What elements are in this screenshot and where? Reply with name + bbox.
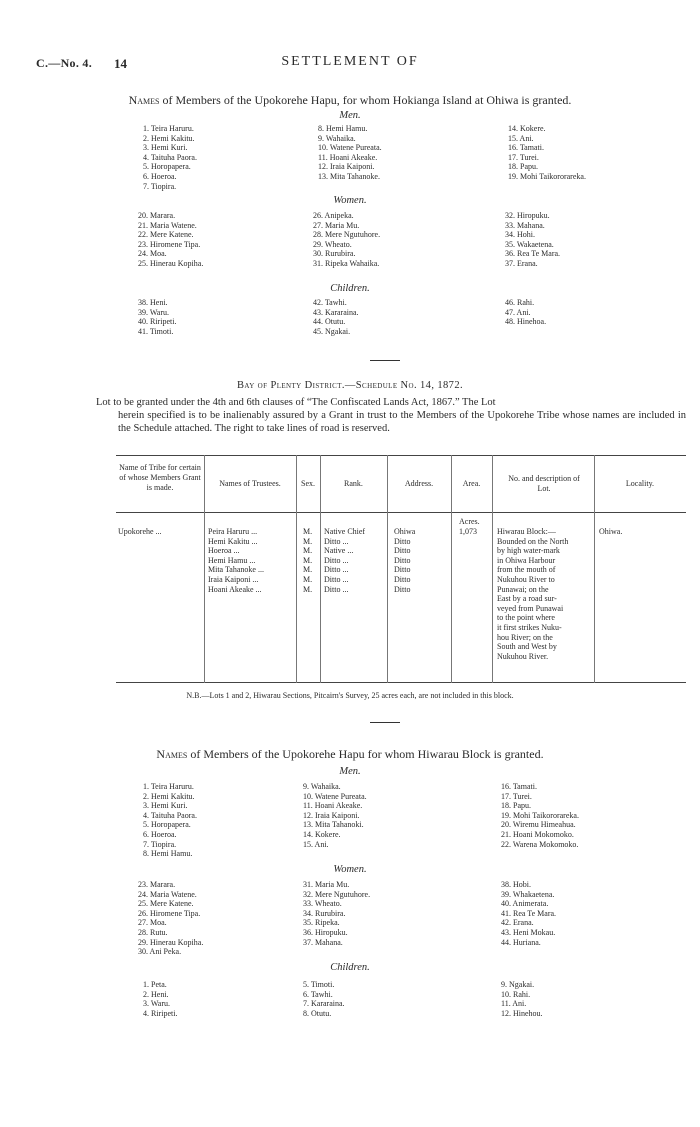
section2-heading-rest: of Members of the Upokorehe Hapu for whom Hiwarau Block is granted. <box>187 747 544 761</box>
trustee-name: Hemi Hamu ... <box>208 555 256 565</box>
member-name: 13. Mita Tahanoki. <box>303 820 364 830</box>
trustee-rank: Ditto ... <box>324 555 349 565</box>
member-name: 11. Hoani Akeake. <box>318 152 378 162</box>
trustee-name: Peira Haruru ... <box>208 527 258 536</box>
lot-description-line: from the mouth of <box>497 565 556 575</box>
th-description: No. and description of Lot. <box>508 474 580 493</box>
member-name: 42. Erana. <box>501 918 534 928</box>
trustee-sex: M. <box>303 536 313 546</box>
member-name: 31. Maria Mu. <box>303 880 350 889</box>
member-name: 48. Hinehoa. <box>505 317 547 327</box>
member-name: 1. Teira Haruru. <box>143 124 194 133</box>
s1-women-col-1 <box>138 211 203 269</box>
member-name: 9. Ngakai. <box>501 980 535 989</box>
trustee-address: Ditto <box>394 546 411 556</box>
lot-paragraph <box>96 396 686 435</box>
trustee-sex: M. <box>303 527 313 536</box>
member-name: 19. Mohi Taikororareka. <box>508 171 586 181</box>
s2-women-col-3 <box>501 880 556 947</box>
cell-tribe: Upokorehe ... <box>118 527 162 536</box>
cell-rank <box>324 527 365 594</box>
th-trustees: Names of Trustees. <box>219 479 281 488</box>
s1-cat-men: Men. <box>339 110 361 121</box>
member-name: 4. Taituha Paora. <box>143 152 197 162</box>
member-name: 5. Horopapera. <box>143 162 191 172</box>
s1-men-col-1 <box>143 124 197 191</box>
trustee-sex: M. <box>303 584 313 594</box>
member-name: 3. Hemi Kuri. <box>143 801 188 811</box>
s2-children-col-3 <box>501 980 543 1018</box>
trustee-address: Ditto <box>394 584 411 594</box>
member-name: 43. Heni Mokau. <box>501 927 556 937</box>
member-name: 2. Hemi Kakitu. <box>143 133 195 143</box>
member-name: 5. Timoti. <box>303 980 335 989</box>
s2-women-col-2 <box>303 880 370 947</box>
member-name: 12. Iraia Kaiponi. <box>318 162 375 172</box>
member-name: 1. Peta. <box>143 980 167 989</box>
member-name: 47. Ani. <box>505 307 531 317</box>
lot-description-line: Punawai; on the <box>497 584 549 594</box>
member-name: 10. Rahi. <box>501 989 531 999</box>
member-name: 22. Mere Katene. <box>138 230 194 240</box>
s2-men-col-1 <box>143 782 197 859</box>
member-name: 36. Rea Te Mara. <box>505 249 561 259</box>
s2-children-col-2 <box>303 980 345 1018</box>
lot-description-line: it first strikes Nuku- <box>497 622 562 632</box>
trustee-name: Hemi Kakitu ... <box>208 536 258 546</box>
member-name: 17. Turei. <box>508 152 539 162</box>
col-divider <box>204 455 205 683</box>
trustee-address: Ditto <box>394 565 411 575</box>
member-name: 2. Hemi Kakitu. <box>143 791 195 801</box>
member-name: 35. Wakaetena. <box>505 239 554 249</box>
trustee-address: Ohiwa <box>394 527 416 536</box>
trustee-sex: M. <box>303 555 313 565</box>
member-name: 4. Taituha Paora. <box>143 810 197 820</box>
member-name: 29. Wheato. <box>313 239 352 249</box>
lot-description-line: Hiwarau Block:— <box>497 527 556 536</box>
member-name: 34. Hohi. <box>505 230 535 240</box>
member-name: 25. Mere Katene. <box>138 899 194 909</box>
member-name: 23. Marara. <box>138 880 176 889</box>
s1-men-col-3 <box>508 124 586 182</box>
member-name: 41. Timoti. <box>138 326 174 336</box>
member-name: 45. Ngakai. <box>313 326 351 336</box>
table-head-rule <box>116 512 686 513</box>
member-name: 22. Warena Mokomoko. <box>501 839 579 849</box>
member-name: 33. Mahana. <box>505 220 545 230</box>
s1-women-col-3 <box>505 211 560 269</box>
member-name: 33. Wheato. <box>303 899 342 909</box>
cell-sex <box>303 527 312 594</box>
th-address: Address. <box>404 479 434 488</box>
trustee-name: Hoeroa ... <box>208 546 240 556</box>
th-rank: Rank. <box>344 479 363 488</box>
member-name: 30. Ani Peka. <box>138 947 182 957</box>
member-name: 6. Hoeroa. <box>143 171 177 181</box>
member-name: 12. Hinehou. <box>501 1008 543 1018</box>
schedule-table <box>116 455 686 683</box>
page-number: 14 <box>114 56 127 71</box>
s1-cat-children: Children. <box>330 283 370 294</box>
lot-description-line: Nukuhou River. <box>497 651 549 661</box>
schedule-heading: Bay of Plenty District.—Schedule No. 14, 1872. <box>236 380 463 391</box>
member-name: 38. Heni. <box>138 298 168 307</box>
member-name: 46. Rahi. <box>505 298 535 307</box>
member-name: 6. Tawhi. <box>303 989 333 999</box>
member-name: 24. Moa. <box>138 249 167 259</box>
member-name: 27. Maria Mu. <box>313 220 360 230</box>
member-name: 38. Hobi. <box>501 880 531 889</box>
member-name: 30. Rurubira. <box>313 249 356 259</box>
section1-heading <box>0 93 700 108</box>
member-name: 43. Kararaina. <box>313 307 359 317</box>
member-name: 6. Hoeroa. <box>143 829 177 839</box>
member-name: 27. Moa. <box>138 918 167 928</box>
member-name: 34. Rurubira. <box>303 908 346 918</box>
trustee-sex: M. <box>303 546 313 556</box>
s1-women-col-2 <box>313 211 380 269</box>
col-divider <box>594 455 595 683</box>
trustee-rank: Ditto ... <box>324 565 349 575</box>
member-name: 8. Hemi Hamu. <box>143 849 193 859</box>
trustee-address: Ditto <box>394 536 411 546</box>
member-name: 7. Kararaina. <box>303 999 345 1009</box>
s1-children-col-1 <box>138 298 176 336</box>
member-name: 11. Ani. <box>501 999 527 1009</box>
trustee-name: Hoani Akeake ... <box>208 584 262 594</box>
col-divider <box>387 455 388 683</box>
cell-address <box>394 527 415 594</box>
member-name: 5. Horopapera. <box>143 820 191 830</box>
s2-women-col-1 <box>138 880 203 957</box>
member-name: 26. Hiromene Tipa. <box>138 908 201 918</box>
member-name: 40. Animerata. <box>501 899 549 909</box>
member-name: 32. Hiropuku. <box>505 211 550 220</box>
member-name: 37. Mahana. <box>303 937 343 947</box>
lot-description-line: to the point where <box>497 613 555 623</box>
member-name: 31. Ripeka Wahaika. <box>313 258 380 268</box>
member-name: 7. Tiopira. <box>143 181 177 191</box>
member-name: 3. Waru. <box>143 999 170 1009</box>
member-name: 17. Turei. <box>501 791 532 801</box>
trustee-address: Ditto <box>394 555 411 565</box>
header-ref: C.—No. 4. <box>36 56 93 70</box>
s1-cat-women: Women. <box>333 195 367 206</box>
trustee-address: Ditto <box>394 574 411 584</box>
member-name: 16. Tamati. <box>508 143 544 153</box>
member-name: 12. Iraia Kaiponi. <box>303 810 360 820</box>
page-title: SETTLEMENT OF <box>281 54 419 69</box>
trustee-sex: M. <box>303 565 313 575</box>
schedule-note: N.B.—Lots 1 and 2, Hiwarau Sections, Pitcairn's Survey, 25 acres each, are not included in this block. <box>186 691 514 700</box>
member-name: 7. Tiopira. <box>143 839 177 849</box>
lot-description-line: Bounded on the North <box>497 536 569 546</box>
table-bottom-rule <box>116 682 686 683</box>
member-name: 40. Riripeti. <box>138 317 177 327</box>
trustee-rank: Ditto ... <box>324 536 349 546</box>
member-name: 10. Watene Pureata. <box>303 791 367 801</box>
trustee-rank: Ditto ... <box>324 584 349 594</box>
member-name: 11. Hoani Akeake. <box>303 801 363 811</box>
member-name: 44. Otutu. <box>313 317 346 327</box>
section1-heading-rest: of Members of the Upokorehe Hapu, for whom Hokianga Island at Ohiwa is granted. <box>159 93 572 107</box>
s1-men-col-2 <box>318 124 382 182</box>
th-tribe: Name of Tribe for certain of whose Members Grant is made. <box>119 463 201 492</box>
section1-heading-sc: Names <box>128 93 160 107</box>
cell-description <box>497 527 568 661</box>
member-name: 28. Mere Ngutuhore. <box>313 230 381 240</box>
member-name: 41. Rea Te Mara. <box>501 908 557 918</box>
lot-description-line: South and West by <box>497 642 557 652</box>
member-name: 25. Hinerau Kopiha. <box>138 258 204 268</box>
member-name: 9. Wahaika. <box>318 133 356 143</box>
member-name: 19. Mohi Taikororareka. <box>501 810 579 820</box>
member-name: 36. Hiropuku. <box>303 927 348 937</box>
member-name: 1. Teira Haruru. <box>143 782 194 791</box>
member-name: 18. Papu. <box>508 162 538 172</box>
col-divider <box>451 455 452 683</box>
trustee-rank: Native ... <box>324 546 354 556</box>
lot-paragraph-first: Lot to be granted under the 4th and 6th clauses of “The Confiscated Lands Act, 1867.” The Lot <box>96 397 496 408</box>
lot-description-line: East by a road sur- <box>497 594 557 604</box>
lot-description-line: in Ohiwa Harbour <box>497 555 556 565</box>
member-name: 8. Hemi Hamu. <box>318 124 368 133</box>
member-name: 42. Tawhi. <box>313 298 347 307</box>
cell-area: 1,073 <box>459 527 477 536</box>
cell-trustees <box>208 527 264 594</box>
cell-locality: Ohiwa. <box>599 527 623 536</box>
member-name: 21. Maria Watene. <box>138 220 197 230</box>
member-name: 14. Kokere. <box>508 124 546 133</box>
member-name: 39. Waru. <box>138 307 169 317</box>
lot-description-line: Nukuhou River to <box>497 574 555 584</box>
cell-area-unit: Acres. <box>459 517 480 526</box>
section2-heading-sc: Names <box>156 747 188 761</box>
member-name: 3. Hemi Kuri. <box>143 143 188 153</box>
member-name: 20. Marara. <box>138 211 176 220</box>
member-name: 21. Hoani Mokomoko. <box>501 829 574 839</box>
member-name: 23. Hiromene Tipa. <box>138 239 201 249</box>
member-name: 18. Papu. <box>501 801 531 811</box>
member-name: 26. Anipeka. <box>313 211 354 220</box>
member-name: 4. Riripeti. <box>143 1008 178 1018</box>
member-name: 9. Wahaika. <box>303 782 341 791</box>
member-name: 15. Ani. <box>303 839 329 849</box>
member-name: 13. Mita Tahanoke. <box>318 171 380 181</box>
s2-men-col-3 <box>501 782 579 849</box>
s2-cat-men: Men. <box>339 766 361 777</box>
s1-children-col-3 <box>505 298 546 327</box>
col-divider <box>492 455 493 683</box>
s2-cat-children: Children. <box>330 962 370 973</box>
s2-children-col-1 <box>143 980 177 1018</box>
col-divider <box>320 455 321 683</box>
s2-cat-women: Women. <box>333 864 367 875</box>
th-area: Area. <box>462 479 481 488</box>
divider-rule <box>370 360 400 361</box>
member-name: 10. Watene Pureata. <box>318 143 382 153</box>
th-sex: Sex. <box>301 479 315 488</box>
divider-rule <box>370 722 400 723</box>
member-name: 37. Erana. <box>505 258 538 268</box>
s2-men-col-2 <box>303 782 367 849</box>
member-name: 15. Ani. <box>508 133 534 143</box>
trustee-rank: Ditto ... <box>324 574 349 584</box>
lot-description-line: veyed from Punawai <box>497 603 564 613</box>
s1-children-col-2 <box>313 298 359 336</box>
member-name: 39. Whakaetena. <box>501 889 555 899</box>
member-name: 24. Maria Watene. <box>138 889 197 899</box>
trustee-name: Iraia Kaiponi ... <box>208 574 259 584</box>
th-locality: Locality. <box>625 479 655 488</box>
member-name: 14. Kokere. <box>303 829 341 839</box>
trustee-rank: Native Chief <box>324 527 366 536</box>
lot-description-line: hou River; on the <box>497 632 553 642</box>
member-name: 20. Wiremu Himeahua. <box>501 820 576 830</box>
table-top-rule <box>116 455 686 456</box>
member-name: 28. Rutu. <box>138 927 168 937</box>
trustee-name: Mita Tahanoke ... <box>208 565 264 575</box>
lot-paragraph-rest: herein specified is to be inalienably assured by a Grant in trust to the Members of the Upokorehe Tribe whose names are included in the Schedule attached. The right to take lines of road is reserved. <box>118 410 686 434</box>
member-name: 35. Ripeka. <box>303 918 340 928</box>
trustee-sex: M. <box>303 574 313 584</box>
member-name: 2. Heni. <box>143 989 169 999</box>
col-divider <box>296 455 297 683</box>
member-name: 32. Mere Ngutuhore. <box>303 889 371 899</box>
section2-heading <box>0 747 700 762</box>
member-name: 16. Tamati. <box>501 782 537 791</box>
member-name: 8. Otutu. <box>303 1008 332 1018</box>
member-name: 44. Huriana. <box>501 937 541 947</box>
member-name: 29. Hinerau Kopiha. <box>138 937 204 947</box>
lot-description-line: by high water-mark <box>497 546 560 556</box>
